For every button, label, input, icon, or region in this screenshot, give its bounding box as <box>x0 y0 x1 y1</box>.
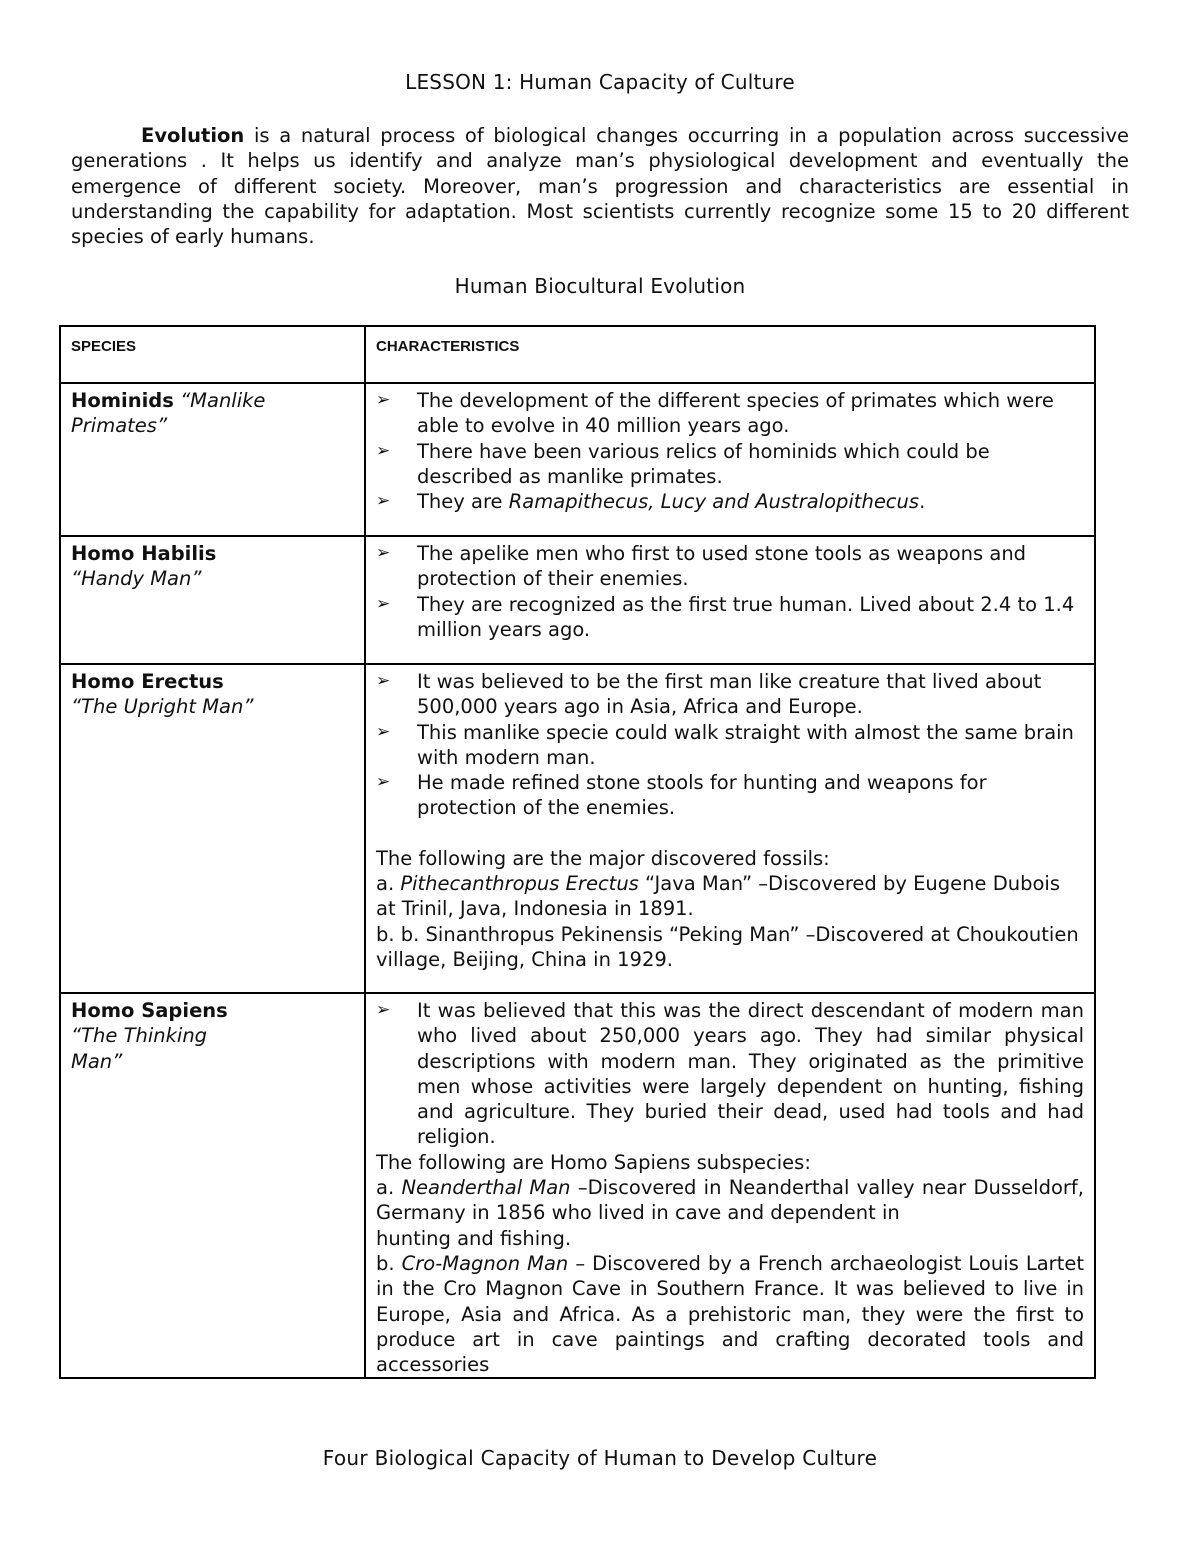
subspecies-b <box>376 1251 1084 1377</box>
intro-text: is a natural process of biological changes occurring in a population across successive generations . It helps us identify and analyze man’s physiological development and eventually the emergence of different society. Moreover, man’s progression and characteristics are essential in understanding the capability for adaptation. Most scientists currently recognize some 15 to 20 different species of early humans. <box>71 124 1129 249</box>
species-name: Hominids <box>71 389 174 412</box>
bullet-italic-text: Ramapithecus, Lucy and Australopithecus <box>508 490 920 514</box>
subspecies-a <box>376 1175 1084 1226</box>
species-cell <box>60 664 365 993</box>
characteristics-list <box>376 669 1084 821</box>
bullet-text-suffix: . <box>919 490 926 514</box>
species-cell <box>60 383 365 536</box>
characteristics-list <box>376 541 1084 642</box>
header-characteristics: CHARACTERISTICS <box>365 326 1095 383</box>
table-row <box>60 993 1095 1378</box>
fossil-a-prefix: a. <box>376 872 401 896</box>
list-item <box>376 592 1084 643</box>
sub-b-prefix: b. <box>376 1251 402 1275</box>
subspecies-intro: The following are Homo Sapiens subspecies: <box>376 1150 811 1174</box>
species-table <box>59 325 1096 1379</box>
header-species: SPECIES <box>60 326 365 383</box>
fossil-a-italic: Pithecanthropus Erectus <box>400 872 639 896</box>
characteristics-cell <box>365 664 1095 993</box>
bullet-text: They are recognized as the first true human. Lived about 2.4 to 1.4 million years ago. <box>417 592 1075 641</box>
characteristics-list <box>376 998 1084 1150</box>
fossils-intro: The following are the major discovered fossils: <box>376 846 830 870</box>
species-name: Homo Habilis <box>71 542 217 565</box>
subspecies-a-cont: hunting and fishing. <box>376 1226 572 1250</box>
table-row <box>60 536 1095 664</box>
bullet-text: There have been various relics of hominids which could be described as manlike primates. <box>417 439 990 488</box>
section-title: Human Biocultural Evolution <box>454 274 746 298</box>
arrowhead-bullet-icon: ➢ <box>376 772 391 793</box>
bullet-text: The development of the different species of primates which were able to evolve in 40 million years ago. <box>417 389 1054 438</box>
arrowhead-bullet-icon: ➢ <box>376 491 391 512</box>
bullet-text: It was believed to be the first man like creature that lived about 500,000 years ago in Asia, Africa and Europe. <box>417 670 1042 719</box>
species-cell <box>60 993 365 1378</box>
species-cell <box>60 536 365 664</box>
bullet-text: They are <box>417 490 509 514</box>
spacer <box>376 821 1084 846</box>
sub-a-italic: Neanderthal Man <box>401 1176 571 1200</box>
arrowhead-bullet-icon: ➢ <box>376 593 391 614</box>
arrowhead-bullet-icon: ➢ <box>376 440 391 461</box>
intro-paragraph <box>71 123 1129 249</box>
species-nickname: “Handy Man” <box>71 567 202 591</box>
arrowhead-bullet-icon: ➢ <box>376 390 391 410</box>
characteristics-cell <box>365 993 1095 1378</box>
sub-b-text: – Discovered by a French archaeologist Louis Lartet in the Cro Magnon Cave in Southern France. It was believed to live in Europe, Asia and Africa. As a prehistoric man, they were the first to produce art in cave paintings and crafting decorated tools and accessories <box>376 1251 1084 1377</box>
list-item <box>376 770 1084 821</box>
footer-section-title: Four Biological Capacity of Human to Develop Culture <box>322 1446 878 1470</box>
arrowhead-bullet-icon: ➢ <box>376 671 391 691</box>
lesson-title: LESSON 1: Human Capacity of Culture <box>405 70 795 94</box>
list-item <box>376 439 1084 490</box>
list-item <box>376 388 1084 439</box>
bullet-text: He made refined stone stools for hunting and weapons for protection of the enemies. <box>417 771 987 820</box>
species-nickname: “The Upright Man” <box>71 695 254 719</box>
list-item <box>376 720 1084 771</box>
table-row <box>60 664 1095 993</box>
bullet-text: It was believed that this was the direct descendant of modern man who lived about 250,000 years ago. They had similar physical descriptions with modern man. They originated as the primitive men whose activities were largely dependent on hunting, fishing and agriculture. They buried their dead, used had tools and had religion. <box>417 999 1084 1149</box>
sub-a-text: –Discovered in Neanderthal valley near Dusseldorf, Germany in 1856 who lived in cave and dependent in <box>376 1176 1084 1225</box>
table-row <box>60 383 1095 536</box>
arrowhead-bullet-icon: ➢ <box>376 721 391 742</box>
sub-b-italic: Cro-Magnon Man <box>401 1251 569 1275</box>
fossil-a-text: “Java Man” –Discovered by Eugene Dubois at Trinil, Java, Indonesia in 1891. <box>376 872 1060 921</box>
intro-lead-term: Evolution <box>141 124 245 147</box>
characteristics-list <box>376 388 1084 514</box>
bullet-text: This manlike specie could walk straight with almost the same brain with modern man. <box>417 720 1074 769</box>
fossil-b: b. b. Sinanthropus Pekinensis “Peking Man” –Discovered at Choukoutien village, Beijing, China in 1929. <box>376 922 1079 971</box>
species-nickname: “Manlike Primates” <box>71 389 266 438</box>
fossil-a <box>376 871 1084 922</box>
list-item <box>376 669 1084 720</box>
species-name: Homo Sapiens <box>71 999 228 1022</box>
sub-a-prefix: a. <box>376 1176 402 1200</box>
arrowhead-bullet-icon: ➢ <box>376 543 391 563</box>
table-header-row <box>60 326 1095 383</box>
species-nickname: “The Thinking <box>71 1024 208 1048</box>
list-item <box>376 998 1084 1150</box>
characteristics-cell <box>365 383 1095 536</box>
arrowhead-bullet-icon: ➢ <box>376 1000 391 1020</box>
characteristics-cell <box>365 536 1095 664</box>
species-nickname-cont: Man” <box>71 1049 123 1073</box>
bullet-text: The apelike men who first to used stone tools as weapons and protection of their enemies. <box>417 542 1027 591</box>
species-name: Homo Erectus <box>71 670 224 693</box>
list-item <box>376 541 1084 592</box>
list-item <box>376 489 1084 514</box>
